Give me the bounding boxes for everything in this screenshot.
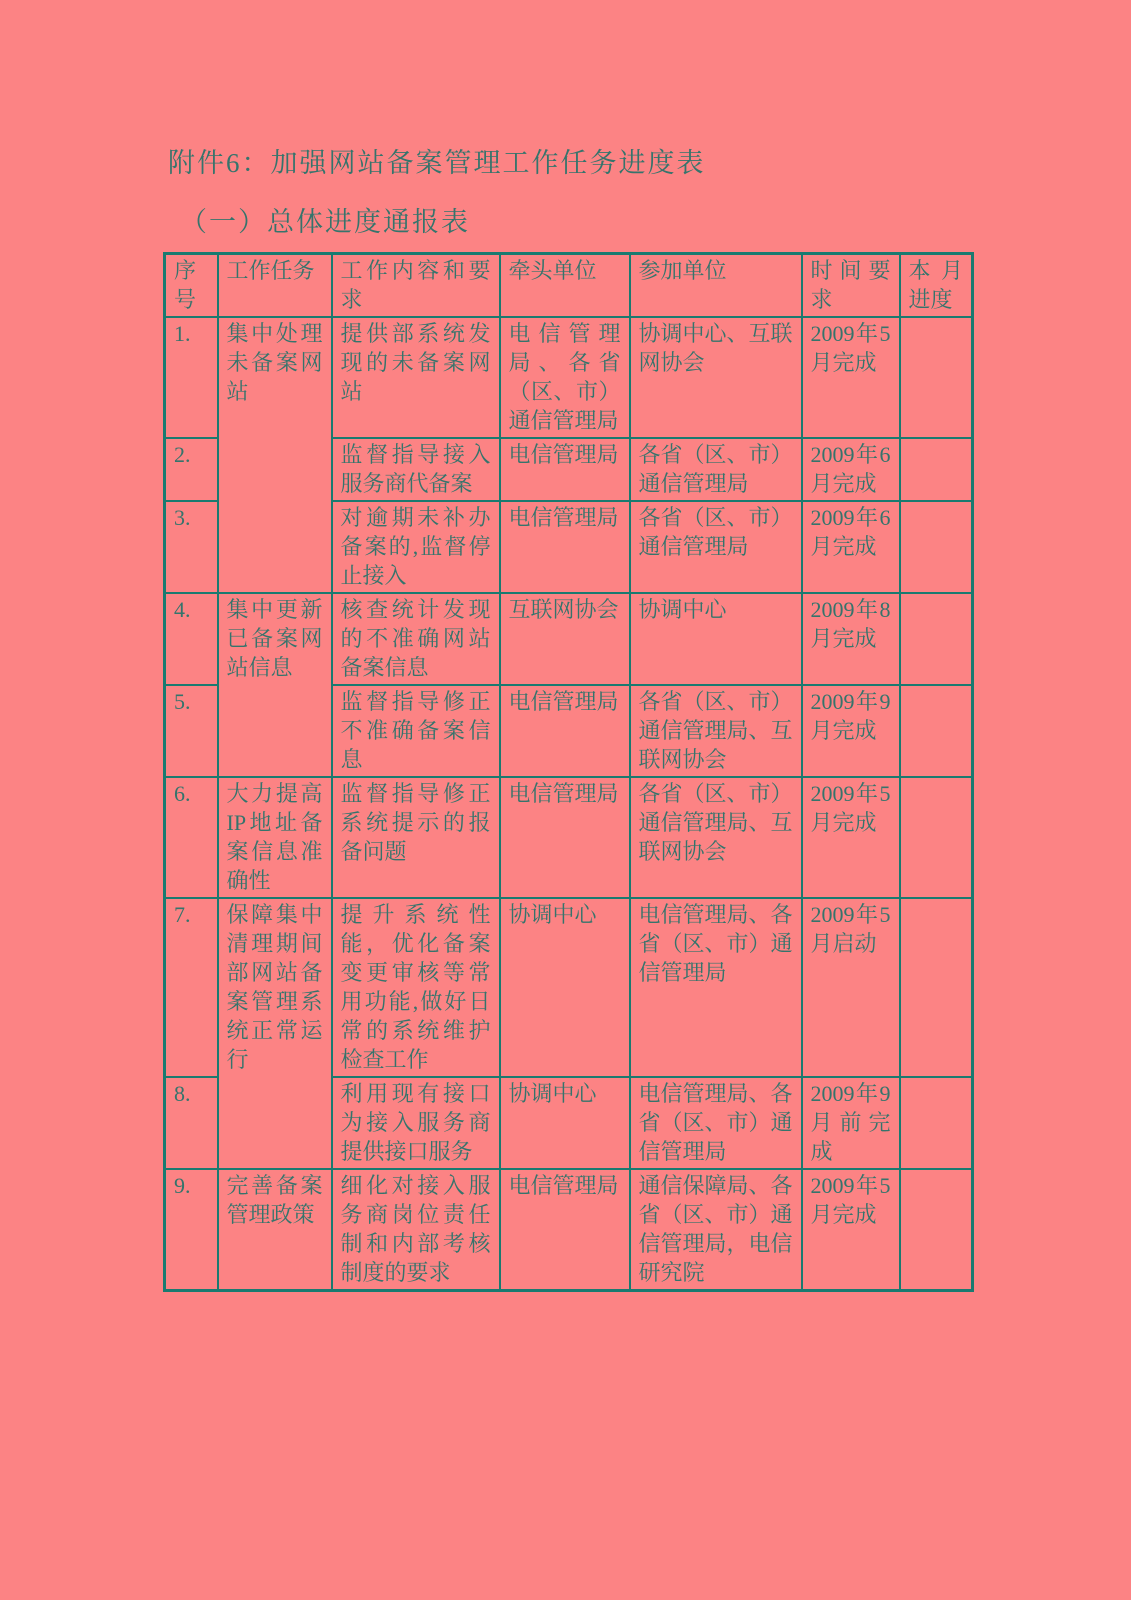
cell-no: 7. <box>165 898 218 1077</box>
cell-deadline: 2009年9月完成 <box>802 685 900 777</box>
cell-content: 提升系统性能，优化备案变更审核等常用功能,做好日常的系统维护检查工作 <box>332 898 500 1077</box>
cell-content: 监督指导修正系统提示的报备问题 <box>332 777 500 898</box>
cell-task: 完善备案管理政策 <box>218 1169 332 1291</box>
cell-no: 4. <box>165 593 218 685</box>
cell-lead: 电信管理局 <box>500 777 630 898</box>
cell-participants: 各省（区、市）通信管理局 <box>630 438 802 501</box>
cell-deadline: 2009年8月完成 <box>802 593 900 685</box>
cell-lead: 电信管理局、各省（区、市）通信管理局 <box>500 317 630 438</box>
table-header-row <box>165 254 973 318</box>
cell-task: 集中更新已备案网站信息 <box>218 593 332 777</box>
cell-deadline: 2009年5月完成 <box>802 317 900 438</box>
header-progress: 本月进度 <box>900 254 973 318</box>
table-row <box>165 777 973 898</box>
cell-progress <box>900 317 973 438</box>
cell-participants: 电信管理局、各省（区、市）通信管理局 <box>630 898 802 1077</box>
progress-table <box>163 252 974 1292</box>
cell-task: 保障集中清理期间部网站备案管理系统正常运行 <box>218 898 332 1169</box>
cell-no: 8. <box>165 1077 218 1169</box>
cell-lead: 电信管理局 <box>500 501 630 593</box>
header-no: 序号 <box>165 254 218 318</box>
cell-lead: 电信管理局 <box>500 438 630 501</box>
table-row <box>165 898 973 1077</box>
cell-progress <box>900 685 973 777</box>
cell-deadline: 2009年9月前完成 <box>802 1077 900 1169</box>
header-lead: 牵头单位 <box>500 254 630 318</box>
cell-deadline: 2009年5月完成 <box>802 777 900 898</box>
table-row <box>165 1169 973 1291</box>
cell-lead: 协调中心 <box>500 898 630 1077</box>
cell-no: 6. <box>165 777 218 898</box>
header-content: 工作内容和要求 <box>332 254 500 318</box>
cell-participants: 电信管理局、各省（区、市）通信管理局 <box>630 1077 802 1169</box>
cell-no: 3. <box>165 501 218 593</box>
cell-progress <box>900 438 973 501</box>
cell-participants: 协调中心 <box>630 593 802 685</box>
header-deadline: 时间要求 <box>802 254 900 318</box>
cell-content: 核查统计发现的不准确网站备案信息 <box>332 593 500 685</box>
cell-content: 细化对接入服务商岗位责任制和内部考核制度的要求 <box>332 1169 500 1291</box>
cell-content: 利用现有接口为接入服务商提供接口服务 <box>332 1077 500 1169</box>
cell-progress <box>900 1169 973 1291</box>
cell-deadline: 2009年5月启动 <box>802 898 900 1077</box>
cell-content: 对逾期未补办备案的,监督停止接入 <box>332 501 500 593</box>
cell-deadline: 2009年6月完成 <box>802 501 900 593</box>
page-title: 附件6：加强网站备案管理工作任务进度表 <box>168 148 706 178</box>
cell-lead: 互联网协会 <box>500 593 630 685</box>
cell-progress <box>900 777 973 898</box>
cell-progress <box>900 501 973 593</box>
cell-progress <box>900 593 973 685</box>
cell-lead: 电信管理局 <box>500 685 630 777</box>
cell-deadline: 2009年6月完成 <box>802 438 900 501</box>
cell-no: 5. <box>165 685 218 777</box>
table-row <box>165 317 973 438</box>
cell-no: 9. <box>165 1169 218 1291</box>
header-participants: 参加单位 <box>630 254 802 318</box>
cell-task: 集中处理未备案网站 <box>218 317 332 593</box>
cell-deadline: 2009年5月完成 <box>802 1169 900 1291</box>
table-row <box>165 593 973 685</box>
cell-content: 监督指导修正不准确备案信息 <box>332 685 500 777</box>
header-task: 工作任务 <box>218 254 332 318</box>
cell-no: 2. <box>165 438 218 501</box>
cell-participants: 通信保障局、各省（区、市）通信管理局，电信研究院 <box>630 1169 802 1291</box>
cell-lead: 协调中心 <box>500 1077 630 1169</box>
cell-content: 监督指导接入服务商代备案 <box>332 438 500 501</box>
section-subtitle: （一）总体进度通报表 <box>180 207 470 237</box>
cell-task: 大力提高IP地址备案信息准确性 <box>218 777 332 898</box>
cell-progress <box>900 898 973 1077</box>
cell-lead: 电信管理局 <box>500 1169 630 1291</box>
cell-no: 1. <box>165 317 218 438</box>
cell-participants: 各省（区、市）通信管理局、互联网协会 <box>630 777 802 898</box>
cell-participants: 各省（区、市）通信管理局、互联网协会 <box>630 685 802 777</box>
cell-participants: 各省（区、市）通信管理局 <box>630 501 802 593</box>
cell-progress <box>900 1077 973 1169</box>
cell-participants: 协调中心、互联网协会 <box>630 317 802 438</box>
cell-content: 提供部系统发现的未备案网站 <box>332 317 500 438</box>
